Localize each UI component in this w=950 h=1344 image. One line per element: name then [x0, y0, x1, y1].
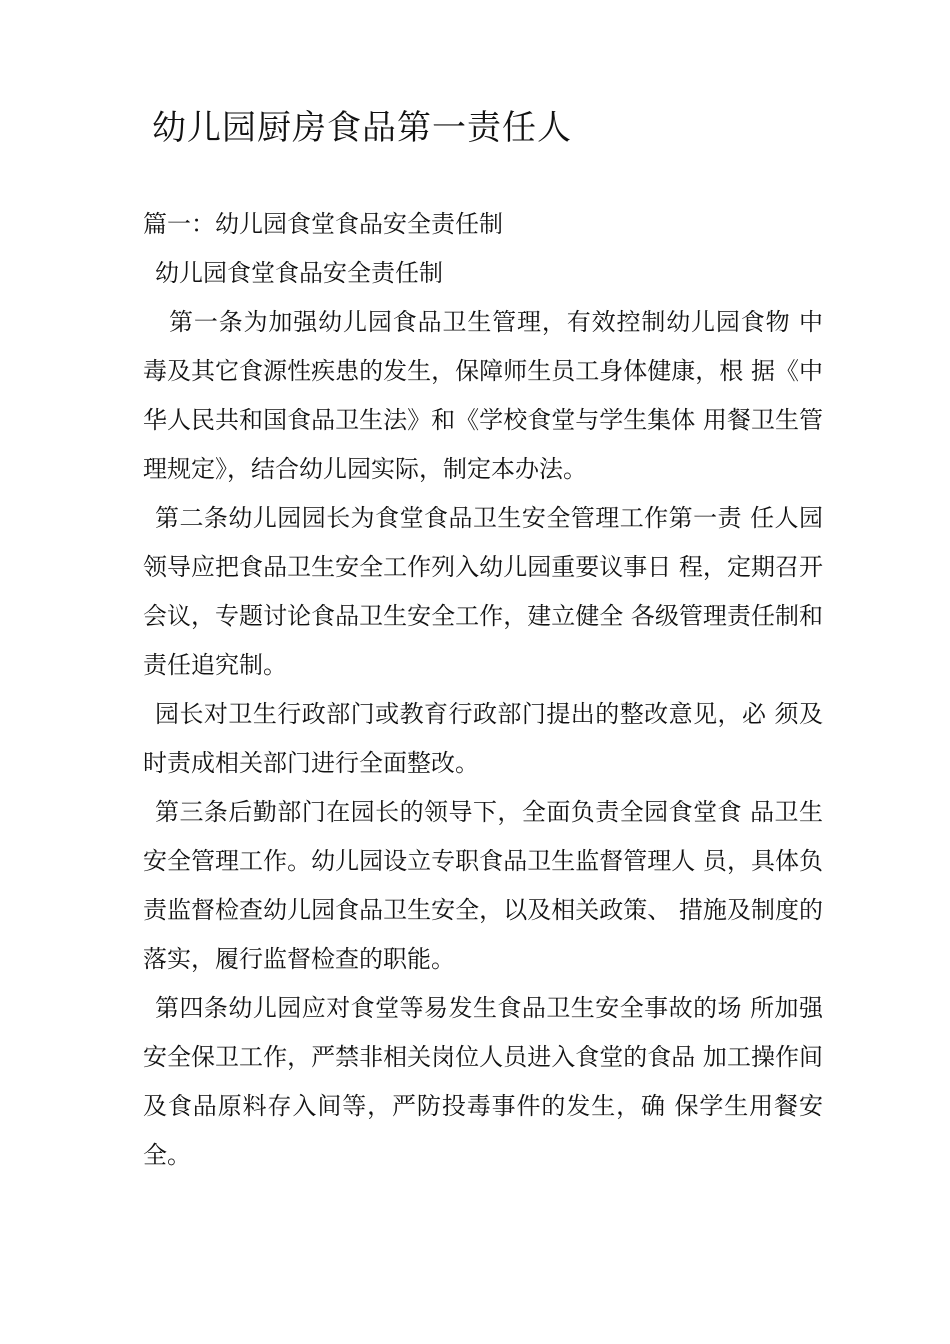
document-body: [143, 200, 823, 1180]
paragraph-article-3: 第三条后勤部门在园长的领导下，全面负责全园食堂食 品卫生安全管理工作。幼儿园设立专职食品卫生监督管理人 员，具体负责监督检查幼儿园食品卫生安全，以及相关政策、 措施及制度的落实，履行监督检查的职能。: [143, 798, 823, 973]
paragraph-article-1: 第一条为加强幼儿园食品卫生管理，有效控制幼儿园食物 中毒及其它食源性疾患的发生，保障师生员工身体健康，根 据《中华人民共和国食品卫生法》和《学校食堂与学生集体 用餐卫生管理规定》，结合幼儿园实际，制定本办法。: [143, 308, 823, 483]
sub-heading: 幼儿园食堂食品安全责任制: [155, 259, 443, 287]
paragraph-principal-rectification: 园长对卫生行政部门或教育行政部门提出的整改意见，必 须及时责成相关部门进行全面整改。: [143, 700, 823, 777]
section-heading: 篇一：幼儿园食堂食品安全责任制: [143, 210, 503, 238]
paragraph-article-2: 第二条幼儿园园长为食堂食品卫生安全管理工作第一责 任人园领导应把食品卫生安全工作列入幼儿园重要议事日 程，定期召开会议，专题讨论食品卫生安全工作，建立健全 各级管理责任制和责任追究制。: [143, 504, 823, 679]
document-title: 幼儿园厨房食品第一责任人: [152, 108, 572, 148]
paragraph-article-4: 第四条幼儿园应对食堂等易发生食品卫生安全事故的场 所加强安全保卫工作，严禁非相关岗位人员进入食堂的食品 加工操作间及食品原料存入间等，严防投毒事件的发生，确 保学生用餐安全。: [143, 994, 823, 1169]
